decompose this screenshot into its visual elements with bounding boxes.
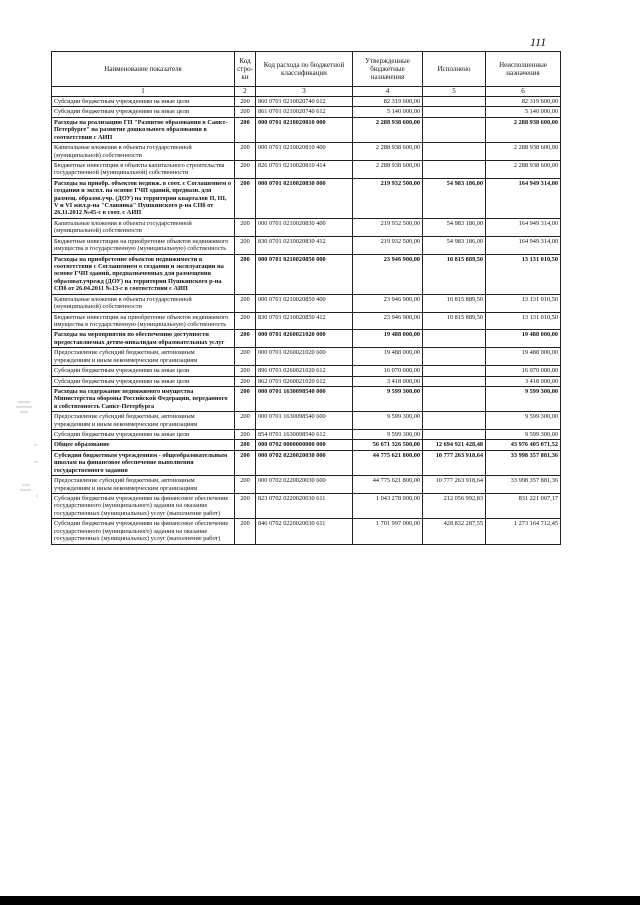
row-expense-code: 000 0701 0210020850 400 bbox=[256, 294, 353, 312]
table-row bbox=[52, 312, 561, 330]
row-unexecuted: 19 488 000,00 bbox=[486, 348, 561, 366]
header-unexecuted: Неисполненные назначения bbox=[486, 52, 561, 87]
row-line-code: 200 bbox=[235, 236, 256, 254]
row-executed bbox=[423, 412, 486, 430]
table-row bbox=[52, 218, 561, 236]
table-row bbox=[52, 143, 561, 161]
row-executed: 54 983 186,00 bbox=[423, 236, 486, 254]
row-line-code: 200 bbox=[235, 476, 256, 494]
row-expense-code: 000 0701 1630098540 000 bbox=[256, 386, 353, 411]
row-executed bbox=[423, 107, 486, 117]
row-line-code: 200 bbox=[235, 117, 256, 142]
row-executed bbox=[423, 430, 486, 440]
row-expense-code: 000 0701 0260021020 000 bbox=[256, 330, 353, 348]
row-executed: 54 983 186,00 bbox=[423, 178, 486, 218]
row-line-code: 200 bbox=[235, 412, 256, 430]
row-line-code: 200 bbox=[235, 294, 256, 312]
table-row bbox=[52, 236, 561, 254]
row-line-code: 200 bbox=[235, 254, 256, 294]
header-approved: Утвержденные бюджетные назначения bbox=[353, 52, 423, 87]
table-row bbox=[52, 97, 561, 107]
row-unexecuted: 164 949 314,00 bbox=[486, 218, 561, 236]
budget-execution-table bbox=[51, 51, 561, 545]
row-expense-code: 846 0702 0220020030 611 bbox=[256, 519, 353, 544]
header-executed: Исполнено bbox=[423, 52, 486, 87]
row-expense-code: 861 0701 0210020740 612 bbox=[256, 107, 353, 117]
row-approved: 56 671 326 500,00 bbox=[353, 440, 423, 450]
table-row bbox=[52, 476, 561, 494]
row-approved: 1 701 997 000,00 bbox=[353, 519, 423, 544]
row-name: Предоставление субсидий бюджетным, автономным учреждениям и иным некоммерческим организациям bbox=[52, 348, 235, 366]
column-number: 4 bbox=[353, 87, 423, 97]
row-approved: 219 932 500,00 bbox=[353, 236, 423, 254]
row-name: Субсидии бюджетным учреждениям на финансовое обеспечение государственного (муниципального) задания на оказание государственных (муниципальных) услуг (выполнение работ) bbox=[52, 519, 235, 544]
row-expense-code: 000 0701 0210020850 000 bbox=[256, 254, 353, 294]
row-name: Расходы на мероприятия по обеспечению доступности предоставляемых детям-инвалидам образовательных услуг bbox=[52, 330, 235, 348]
row-expense-code: 000 0701 0210020810 000 bbox=[256, 117, 353, 142]
table-row bbox=[52, 117, 561, 142]
row-expense-code: 000 0702 0220020030 600 bbox=[256, 476, 353, 494]
row-expense-code: 830 0701 0210020830 412 bbox=[256, 236, 353, 254]
row-executed: 10 777 263 918,64 bbox=[423, 476, 486, 494]
scan-margin-marks bbox=[0, 0, 50, 905]
row-approved: 219 932 500,00 bbox=[353, 218, 423, 236]
row-approved: 2 288 938 600,00 bbox=[353, 160, 423, 178]
row-unexecuted: 33 998 357 881,36 bbox=[486, 450, 561, 475]
column-number: 6 bbox=[486, 87, 561, 97]
row-executed bbox=[423, 376, 486, 386]
row-approved: 9 599 300,00 bbox=[353, 386, 423, 411]
row-approved: 44 775 621 800,00 bbox=[353, 476, 423, 494]
row-name: Субсидии бюджетным учреждениям на иные цели bbox=[52, 376, 235, 386]
page-number: 111 bbox=[530, 35, 547, 49]
row-executed bbox=[423, 386, 486, 411]
row-executed bbox=[423, 366, 486, 376]
row-approved: 9 599 300,00 bbox=[353, 412, 423, 430]
row-expense-code: 000 0701 0260021020 600 bbox=[256, 348, 353, 366]
row-name: Бюджетные инвестиции на приобретение объектов недвижимого имущества в государственную (муниципальную) собственность bbox=[52, 312, 235, 330]
table-row bbox=[52, 430, 561, 440]
row-approved: 23 946 900,00 bbox=[353, 254, 423, 294]
row-expense-code: 823 0702 0220020030 611 bbox=[256, 493, 353, 518]
table-row bbox=[52, 348, 561, 366]
table-row bbox=[52, 178, 561, 218]
row-executed: 12 694 921 428,48 bbox=[423, 440, 486, 450]
row-name: Расходы на реализацию ГП "Развитие образования в Санкт-Петербурге" на развитие дошкольного образования в соответствии с АИП bbox=[52, 117, 235, 142]
row-line-code: 200 bbox=[235, 178, 256, 218]
row-name: Субсидии бюджетным учреждениям на иные цели bbox=[52, 430, 235, 440]
row-unexecuted: 2 288 938 600,00 bbox=[486, 143, 561, 161]
table-row bbox=[52, 160, 561, 178]
row-unexecuted: 3 418 000,00 bbox=[486, 376, 561, 386]
row-expense-code: 826 0701 0210020810 414 bbox=[256, 160, 353, 178]
row-approved: 23 946 900,00 bbox=[353, 294, 423, 312]
row-unexecuted: 9 599 300,00 bbox=[486, 412, 561, 430]
table-row bbox=[52, 366, 561, 376]
row-name: Субсидии бюджетным учреждениям на иные цели bbox=[52, 97, 235, 107]
row-approved: 23 946 900,00 bbox=[353, 312, 423, 330]
row-executed: 10 815 889,50 bbox=[423, 294, 486, 312]
row-line-code: 200 bbox=[235, 376, 256, 386]
row-unexecuted: 831 221 007,17 bbox=[486, 493, 561, 518]
table-row bbox=[52, 386, 561, 411]
row-expense-code: 000 0701 0210020830 400 bbox=[256, 218, 353, 236]
row-expense-code: 830 0701 0210020850 412 bbox=[256, 312, 353, 330]
table-row bbox=[52, 294, 561, 312]
row-approved: 219 932 500,00 bbox=[353, 178, 423, 218]
row-name: Предоставление субсидий бюджетным, автономным учреждениям и иным некоммерческим организациям bbox=[52, 412, 235, 430]
row-executed: 10 815 889,50 bbox=[423, 312, 486, 330]
column-number: 3 bbox=[256, 87, 353, 97]
row-expense-code: 000 0701 0210020810 400 bbox=[256, 143, 353, 161]
header-expense-code: Код расхода по бюджетной классификации bbox=[256, 52, 353, 87]
row-approved: 44 775 621 800,00 bbox=[353, 450, 423, 475]
row-name: Субсидии бюджетным учреждениям на финансовое обеспечение государственного (муниципального) задания на оказание государственных (муниципальных) услуг (выполнение работ) bbox=[52, 493, 235, 518]
row-name: Субсидии бюджетным учреждениям на иные цели bbox=[52, 107, 235, 117]
row-expense-code: 862 0701 0260021020 612 bbox=[256, 376, 353, 386]
scan-bottom-edge bbox=[0, 896, 640, 905]
row-line-code: 200 bbox=[235, 348, 256, 366]
row-unexecuted: 16 070 000,00 bbox=[486, 366, 561, 376]
row-line-code: 200 bbox=[235, 218, 256, 236]
row-line-code: 200 bbox=[235, 330, 256, 348]
row-unexecuted: 82 319 600,00 bbox=[486, 97, 561, 107]
row-approved: 19 488 000,00 bbox=[353, 348, 423, 366]
row-expense-code: 860 0701 0210020740 612 bbox=[256, 97, 353, 107]
row-approved: 19 488 000,00 bbox=[353, 330, 423, 348]
row-line-code: 200 bbox=[235, 143, 256, 161]
row-executed: 428 832 287,55 bbox=[423, 519, 486, 544]
row-executed: 54 983 186,00 bbox=[423, 218, 486, 236]
row-unexecuted: 13 131 010,50 bbox=[486, 312, 561, 330]
row-unexecuted: 13 131 010,50 bbox=[486, 294, 561, 312]
row-approved: 2 288 938 600,00 bbox=[353, 143, 423, 161]
row-name: Предоставление субсидий бюджетным, автономным учреждениям и иным некоммерческим организациям bbox=[52, 476, 235, 494]
row-unexecuted: 2 288 938 600,00 bbox=[486, 117, 561, 142]
row-unexecuted: 9 599 300,00 bbox=[486, 386, 561, 411]
row-line-code: 200 bbox=[235, 493, 256, 518]
row-expense-code: 854 0701 1630098540 612 bbox=[256, 430, 353, 440]
row-line-code: 200 bbox=[235, 519, 256, 544]
row-name: Расходы на приобр. объектов недвиж. в соот. с Соглашением о создании и экспл. на основе ГЧП зданий, предназн. для размещ. образов.учр. (ДОУ) на территории кварталов II, III, V и VI жил.р-на "Славянка" Пушкинского р-на СПб от 26.11.2012 №45-с в соот. с АИП bbox=[52, 178, 235, 218]
row-approved: 82 319 600,00 bbox=[353, 97, 423, 107]
column-number: 5 bbox=[423, 87, 486, 97]
row-name: Капитальные вложения в объекты государственной (муниципальной) собственности bbox=[52, 294, 235, 312]
row-name: Общее образование bbox=[52, 440, 235, 450]
row-executed bbox=[423, 348, 486, 366]
row-name: Расходы на содержание недвижимого имущества Министерства обороны Российской Федерации, переданного в собственность Санкт-Петербурга bbox=[52, 386, 235, 411]
row-unexecuted: 164 949 314,00 bbox=[486, 236, 561, 254]
row-approved: 16 070 000,00 bbox=[353, 366, 423, 376]
row-expense-code: 000 0702 0220020030 000 bbox=[256, 450, 353, 475]
row-expense-code: 896 0701 0260021020 612 bbox=[256, 366, 353, 376]
row-name: Расходы на приобретение объектов недвижимости в соответствии с Соглашением о создании и эксплуатации на основе ГЧП зданий, предназначенных для размещения образоват.учрежд (ДОУ) на территории Пушкинского р-на СПб от 26.04.2011 №13-с в соответствии с АИП bbox=[52, 254, 235, 294]
row-approved: 5 140 000,00 bbox=[353, 107, 423, 117]
column-number: 2 bbox=[235, 87, 256, 97]
table-row bbox=[52, 493, 561, 518]
row-unexecuted: 33 998 357 881,36 bbox=[486, 476, 561, 494]
column-number: 1 bbox=[52, 87, 235, 97]
row-line-code: 200 bbox=[235, 160, 256, 178]
header-name: Наименование показателя bbox=[52, 52, 235, 87]
table-row bbox=[52, 107, 561, 117]
table-row bbox=[52, 376, 561, 386]
header-line-code: Код стро-ки bbox=[235, 52, 256, 87]
row-line-code: 200 bbox=[235, 107, 256, 117]
row-unexecuted: 9 599 300,00 bbox=[486, 430, 561, 440]
row-executed bbox=[423, 97, 486, 107]
row-unexecuted: 19 488 000,00 bbox=[486, 330, 561, 348]
row-approved: 9 599 300,00 bbox=[353, 430, 423, 440]
table-row bbox=[52, 254, 561, 294]
row-unexecuted: 1 273 164 712,45 bbox=[486, 519, 561, 544]
row-executed bbox=[423, 143, 486, 161]
row-line-code: 200 bbox=[235, 97, 256, 107]
row-name: Бюджетные инвестиции в объекты капитального строительства государственной (муниципальной) собственности bbox=[52, 160, 235, 178]
row-line-code: 200 bbox=[235, 312, 256, 330]
table-row bbox=[52, 450, 561, 475]
table-row bbox=[52, 412, 561, 430]
table-row bbox=[52, 519, 561, 544]
row-line-code: 200 bbox=[235, 440, 256, 450]
row-line-code: 200 bbox=[235, 430, 256, 440]
table-row bbox=[52, 440, 561, 450]
table-row bbox=[52, 330, 561, 348]
row-executed: 212 056 992,83 bbox=[423, 493, 486, 518]
row-expense-code: 000 0701 1630098540 600 bbox=[256, 412, 353, 430]
row-unexecuted: 43 976 405 071,52 bbox=[486, 440, 561, 450]
row-expense-code: 000 0702 0000000000 000 bbox=[256, 440, 353, 450]
row-executed: 10 777 263 918,64 bbox=[423, 450, 486, 475]
row-unexecuted: 2 288 938 600,00 bbox=[486, 160, 561, 178]
row-expense-code: 000 0701 0210020830 000 bbox=[256, 178, 353, 218]
row-name: Субсидии бюджетным учреждениям - общеобразовательным школам на финансовое обеспечение выполнения государственного задания bbox=[52, 450, 235, 475]
row-line-code: 200 bbox=[235, 366, 256, 376]
row-name: Капитальные вложения в объекты государственной (муниципальной) собственности bbox=[52, 143, 235, 161]
row-name: Бюджетные инвестиции на приобретение объектов недвижимого имущества в государственную (муниципальную) собственность bbox=[52, 236, 235, 254]
row-unexecuted: 13 131 010,50 bbox=[486, 254, 561, 294]
row-approved: 3 418 000,00 bbox=[353, 376, 423, 386]
row-executed: 10 815 889,50 bbox=[423, 254, 486, 294]
row-name: Субсидии бюджетным учреждениям на иные цели bbox=[52, 366, 235, 376]
row-unexecuted: 164 949 314,00 bbox=[486, 178, 561, 218]
row-approved: 2 288 938 600,00 bbox=[353, 117, 423, 142]
row-approved: 1 043 278 000,00 bbox=[353, 493, 423, 518]
row-name: Капитальные вложения в объекты государственной (муниципальной) собственности bbox=[52, 218, 235, 236]
row-executed bbox=[423, 117, 486, 142]
row-executed bbox=[423, 160, 486, 178]
row-line-code: 200 bbox=[235, 386, 256, 411]
row-executed bbox=[423, 330, 486, 348]
row-line-code: 200 bbox=[235, 450, 256, 475]
row-unexecuted: 5 140 000,00 bbox=[486, 107, 561, 117]
